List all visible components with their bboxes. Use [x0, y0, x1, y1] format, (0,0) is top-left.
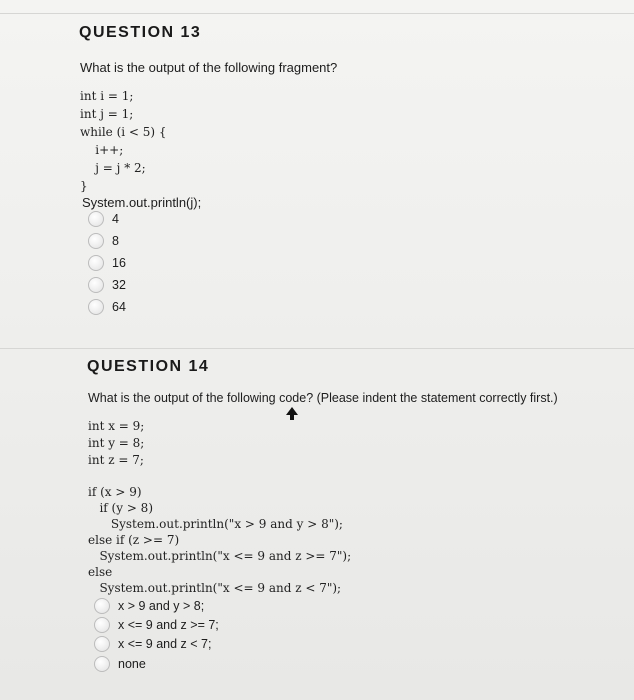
radio-button[interactable] [94, 617, 110, 633]
top-divider [0, 13, 634, 14]
radio-button[interactable] [88, 277, 104, 293]
question-divider [0, 348, 634, 349]
q13-code-line: i++; [80, 143, 124, 157]
option-label: 8 [112, 234, 119, 248]
q13-print-statement: System.out.println(j); [82, 195, 202, 210]
mouse-pointer-icon [285, 406, 299, 422]
q13-code-line: } [80, 179, 88, 193]
q14-option-4[interactable] [94, 656, 146, 672]
q13-code-line: j = j * 2; [80, 161, 146, 175]
option-label: 16 [112, 256, 126, 270]
q14-code-line: System.out.println("x <= 9 and z >= 7"); [88, 549, 352, 563]
option-label: x <= 9 and z >= 7; [118, 618, 219, 632]
radio-button[interactable] [88, 299, 104, 315]
q14-option-3[interactable] [94, 636, 211, 652]
q14-option-1[interactable] [94, 598, 204, 614]
q14-code-line: System.out.println("x <= 9 and z < 7"); [88, 581, 342, 595]
radio-button[interactable] [94, 636, 110, 652]
q14-code-line: else if (z >= 7) [88, 533, 180, 547]
q14-declaration-line: int y = 8; [88, 436, 145, 450]
radio-button[interactable] [88, 255, 104, 271]
q13-code-line: while (i < 5) { [80, 125, 167, 139]
option-label: x <= 9 and z < 7; [118, 637, 212, 651]
q13-option-16[interactable] [88, 255, 126, 271]
q14-declaration-line: int x = 9; [88, 419, 145, 433]
q14-option-2[interactable] [94, 617, 219, 633]
q14-code-line: if (y > 8) [88, 501, 153, 515]
q14-code-line: else [88, 565, 113, 579]
radio-button[interactable] [94, 656, 110, 672]
q13-option-8[interactable] [88, 233, 119, 249]
option-label: 64 [112, 300, 126, 314]
question-13-title: QUESTION 13 [79, 24, 202, 41]
question-14-title: QUESTION 14 [87, 358, 210, 375]
q13-code-line: int j = 1; [80, 107, 134, 121]
option-label: x > 9 and y > 8; [118, 599, 205, 613]
option-label: none [118, 657, 146, 671]
option-label: 4 [112, 212, 119, 226]
radio-button[interactable] [88, 211, 104, 227]
q13-option-32[interactable] [88, 277, 126, 293]
question-14-prompt: What is the output of the following code? (Please indent the statement correctly first.) [88, 391, 558, 405]
question-13-prompt: What is the output of the following fragment? [80, 60, 338, 75]
q13-option-4[interactable] [88, 211, 119, 227]
q13-code-line: int i = 1; [80, 89, 134, 103]
option-label: 32 [112, 278, 126, 292]
q13-option-64[interactable] [88, 299, 126, 315]
q14-declaration-line: int z = 7; [88, 453, 144, 467]
radio-button[interactable] [94, 598, 110, 614]
q14-code-line: if (x > 9) [88, 485, 142, 499]
radio-button[interactable] [88, 233, 104, 249]
q14-code-line: System.out.println("x > 9 and y > 8"); [88, 517, 343, 531]
